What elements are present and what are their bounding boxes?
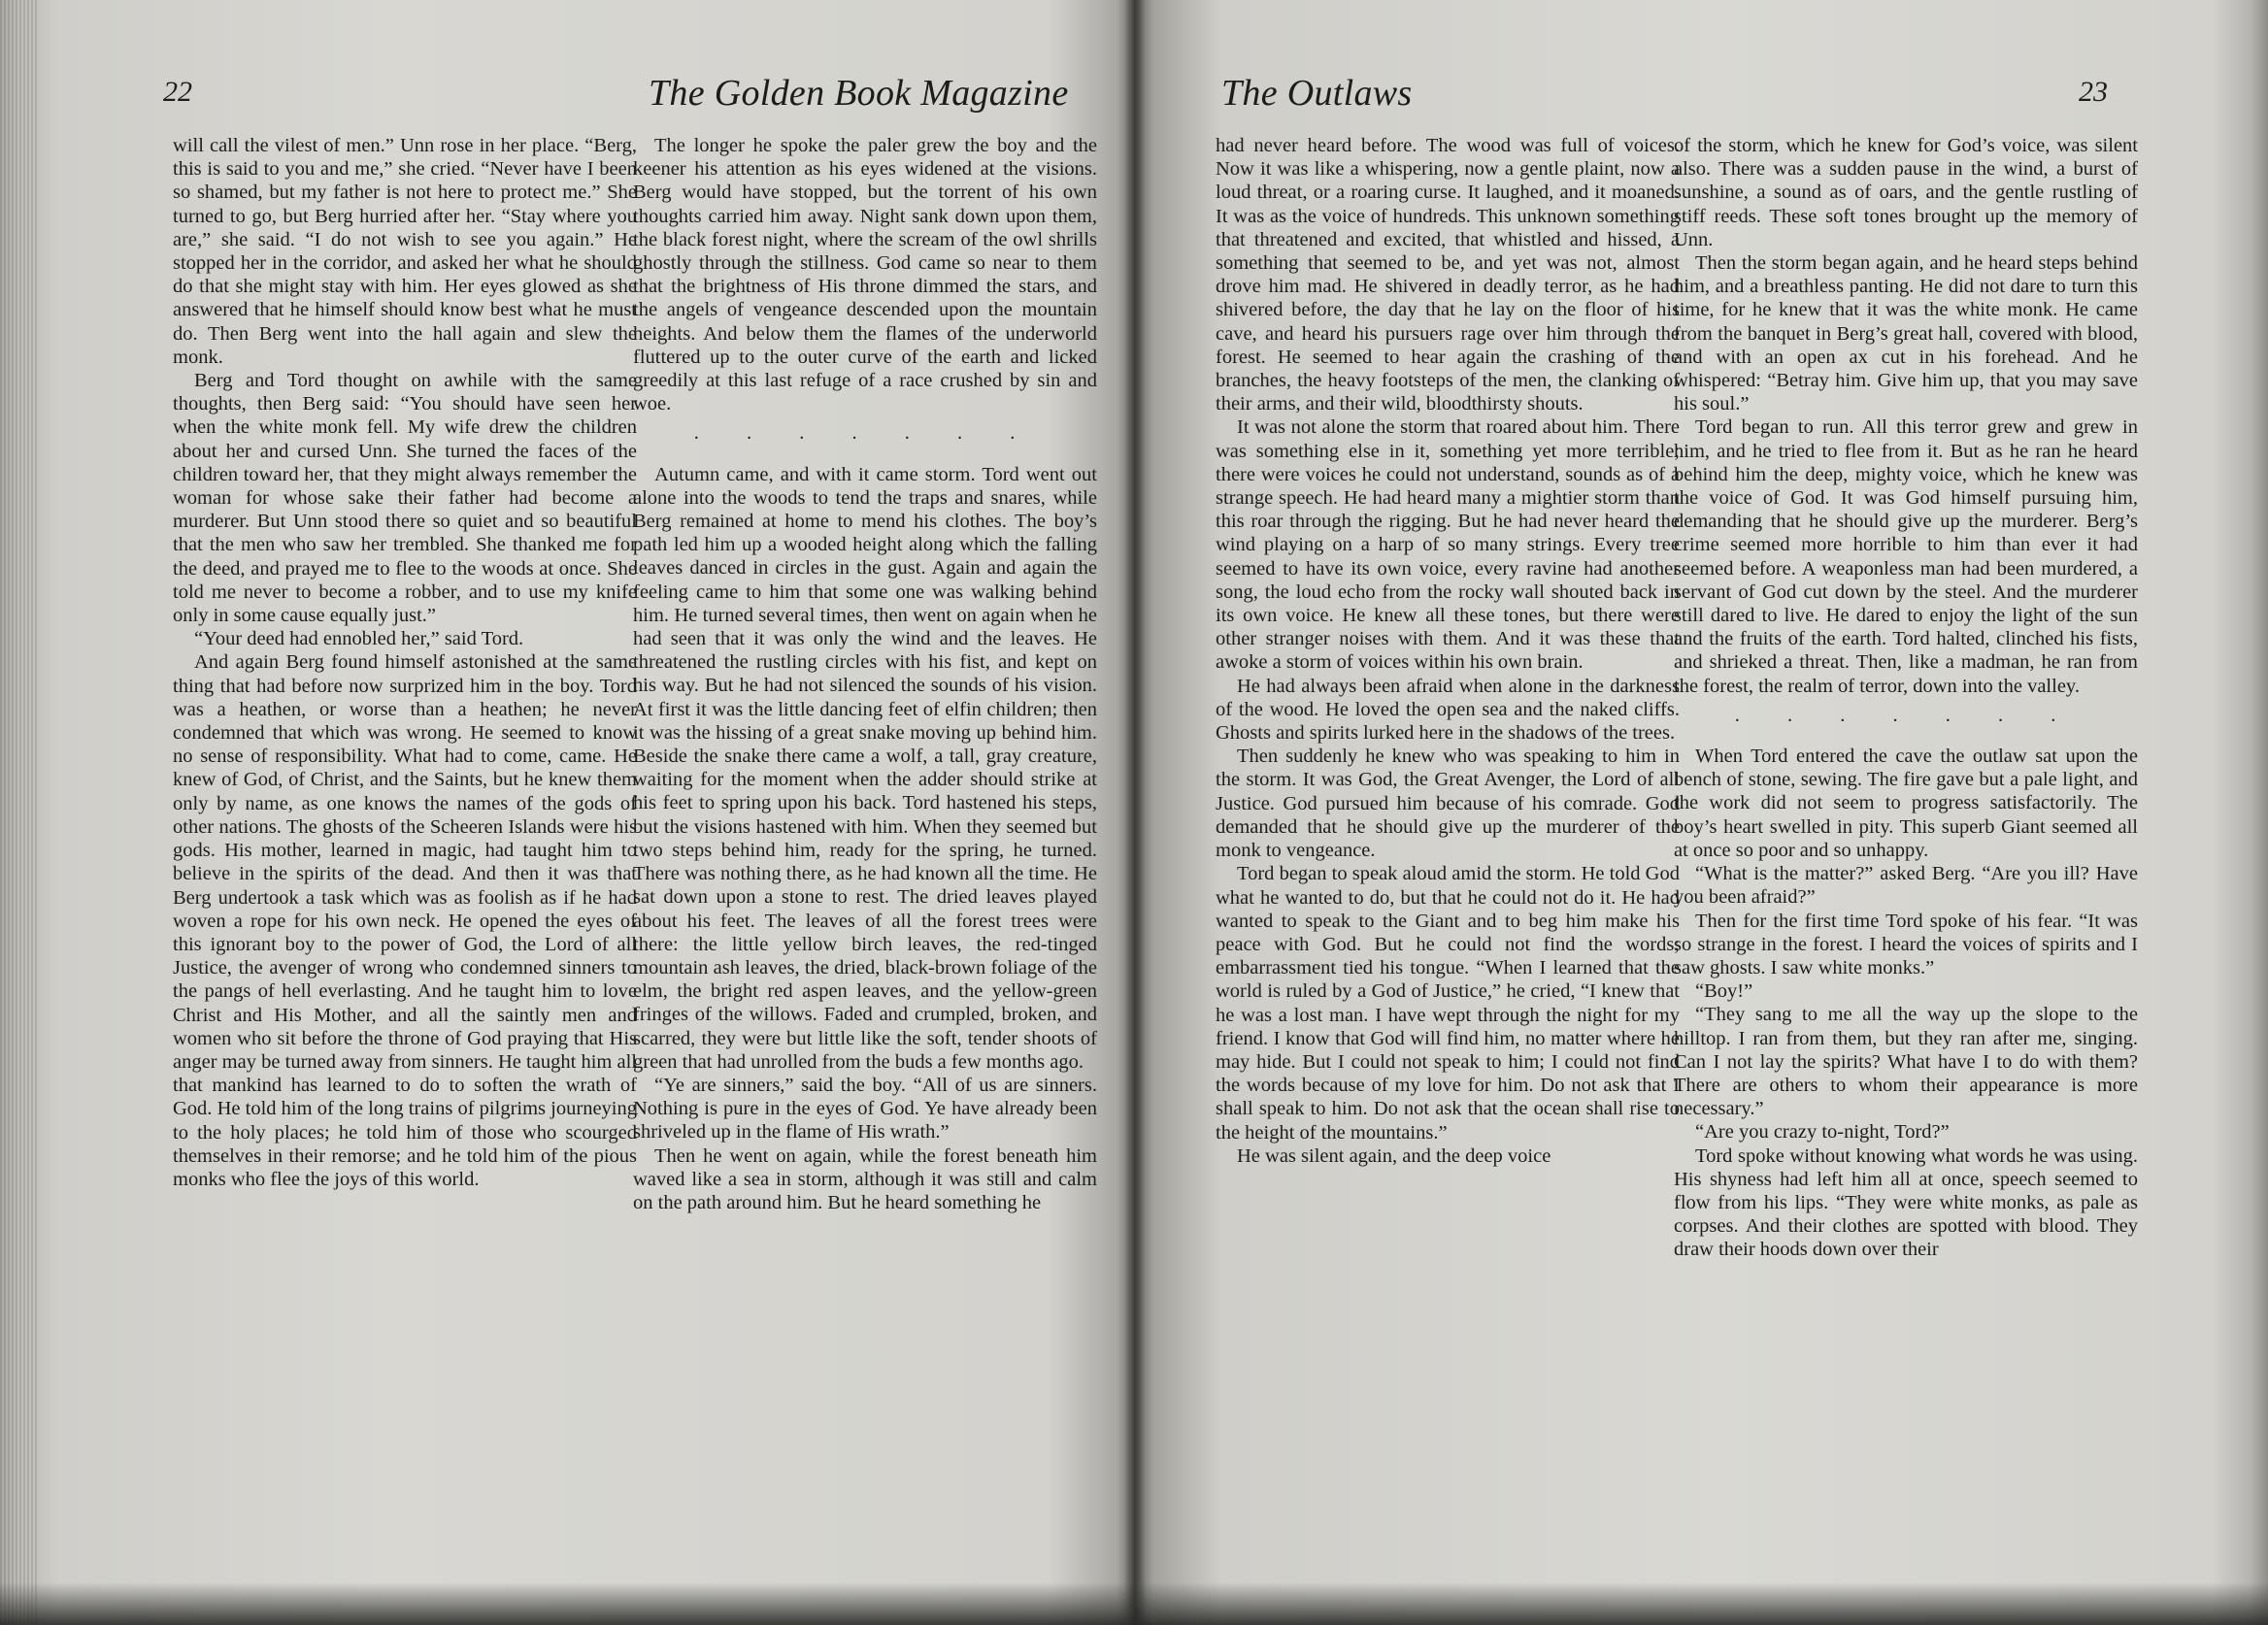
paragraph: “Your deed had ennobled her,” said Tord. bbox=[194, 628, 524, 650]
paragraph: The longer he spoke the paler grew the boy and the keener his attention as his eyes widened at the visions. Berg would have stopped, but the torrent of his own thoughts carried him away. Night sank down upon them, the black forest night, where the scream of the owl shrills ghostly through the stillness. God came so near to them that the brightness of His throne dimmed the stars, and the angels of vengeance descended upon the mountain heights. And below them the flames of the underworld fluttered up to the outer curve of the earth and licked greedily at this last refuge of a race crushed by sin and woe. bbox=[633, 135, 1097, 415]
paragraph: “What is the matter?” asked Berg. “Are you ill? Have you been afraid?” bbox=[1674, 863, 2138, 909]
paragraph: Berg and Tord thought on awhile with the same thoughts, then Berg said: “You should have seen her when the white monk fell. My wife drew the children about her and cursed Unn. She turned the faces of the children toward her, that they might always remember the woman for whose sake their father had become a murderer. But Unn stood there so quiet and so beautiful that the men who saw her trembled. She thanked me for the deed, and prayed me to flee to the woods at once. She told me never to become a robber, and to use my knife only in some cause equally just.” bbox=[173, 370, 637, 627]
running-head: The Golden Book Magazine bbox=[649, 73, 1069, 114]
paragraph: Then for the first time Tord spoke of his fear. “It was so strange in the forest. I heard the voices of spirits and I saw ghosts. I saw white monks.” bbox=[1674, 910, 2138, 978]
paragraph: He was silent again, and the deep voice bbox=[1237, 1144, 1551, 1167]
right-column-2 bbox=[1674, 134, 2138, 1262]
running-head: The Outlaws bbox=[1221, 73, 1413, 114]
paragraph: “Are you crazy to-night, Tord?” bbox=[1695, 1121, 1950, 1144]
section-separator: . . . . . . . bbox=[1734, 704, 2078, 726]
paragraph: “They sang to me all the way up the slope to the hilltop. I ran from them, but they ran after me, singing. Can I not lay the spirits? What have I to do with them? There are others to whom their appearance is more necessary.” bbox=[1674, 1004, 2138, 1120]
paragraph: Tord spoke without knowing what words he was using. His shyness had left him all at once, speech seemed to flow from his lips. “They were white monks, as pale as corpses. And their clothes are spotted with blood. They draw their hoods down over their bbox=[1674, 1144, 2138, 1261]
paragraph: Then the storm began again, and he heard steps behind him, and a breathless panting. He did not dare to turn this time, for he knew that it was the white monk. He came from the banquet in Berg’s great hall, covered with blood, and with an open ax cut in his forehead. And he whispered: “Betray him. Give him up, that you may save his soul.” bbox=[1674, 252, 2138, 415]
paragraph: Then suddenly he knew who was speaking to him in the storm. It was God, the Great Avenger, the Lord of all Justice. God pursued him because of his comrade. God demanded that he should give up the murderer of the monk to vengeance. bbox=[1216, 746, 1680, 862]
paragraph: of the storm, which he knew for God’s voice, was silent also. There was a sudden pause in the wind, a burst of sunshine, a sound as of oars, and the gentle rustling of stiff reeds. These soft tones brought up the memory of Unn. bbox=[1674, 135, 2138, 250]
paragraph: Tord began to speak aloud amid the storm. He told God what he wanted to do, but that he could not do it. He had wanted to speak to the Giant and to beg him make his peace with God. But he could not find the words; embarrassment tied his tongue. “When I learned that the world is ruled by a God of Justice,” he cried, “I knew that he was a lost man. I have wept through the night for my friend. I know that God will find him, no matter where he may hide. But I could not speak to him; I could not find the words because of my love for him. Do not ask that I shall speak to him. Do not ask that the ocean shall rise to the height of the mountains.” bbox=[1216, 863, 1680, 1144]
right-column-1 bbox=[1216, 134, 1680, 1168]
bottom-shadow bbox=[0, 1582, 2268, 1625]
left-column-1 bbox=[173, 134, 637, 1191]
book-gutter bbox=[1124, 0, 1146, 1625]
paragraph: It was not alone the storm that roared about him. There was something else in it, something yet more terrible; there were voices he could not understand, sounds as of a strange speech. He had heard many a mightier storm than this roar through the rigging. But he had never heard the wind playing on a harp of so many strings. Every tree seemed to have its own voice, every ravine had another song, the loud echo from the rocky wall shouted back in its own voice. He knew all these tones, but there were other stranger noises with them. And it was these that awoke a storm of voices within his own brain. bbox=[1216, 416, 1680, 674]
paragraph: “Ye are sinners,” said the boy. “All of us are sinners. Nothing is pure in the eyes of God. Ye have already been shriveled up in the flame of His wrath.” bbox=[633, 1074, 1097, 1144]
paragraph: had never heard before. The wood was full of voices. Now it was like a whispering, now a gentle plaint, now a loud threat, or a roaring curse. It laughed, and it moaned. It was as the voice of hundreds. This unknown something that threatened and excited, that whistled and hissed, a something that seemed to be, and yet was not, almost drove him mad. He shivered in deadly terror, as he had shivered before, the day that he lay on the floor of his cave, and heard his pursuers rage over him through the forest. He seemed to hear again the crashing of the branches, the heavy footsteps of the men, the clanking of their arms, and their wild, bloodthirsty shouts. bbox=[1216, 135, 1680, 415]
section-separator: . . . . . . . bbox=[693, 422, 1037, 445]
right-page bbox=[1134, 0, 2268, 1625]
page-edges bbox=[0, 0, 39, 1625]
paragraph: “Boy!” bbox=[1695, 980, 1753, 1003]
page-number: 23 bbox=[2079, 76, 2108, 108]
page-number: 22 bbox=[163, 76, 192, 108]
paragraph: He had always been afraid when alone in the darkness of the wood. He loved the open sea and the naked cliffs. Ghosts and spirits lurked here in the shadows of the trees. bbox=[1216, 675, 1680, 745]
paragraph: Autumn came, and with it came storm. Tord went out alone into the woods to tend the traps and snares, while Berg remained at home to mend his clothes. The boy’s path led him up a wooded height along which the falling leaves danced in circles in the gust. Again and again the feeling came to him that some one was walking behind him. He turned several times, then went on again when he had seen that it was only the wind and the leaves. He threatened the rustling circles with his fist, and kept on his way. But he had not silenced the sounds of his vision. At first it was the little dancing feet of elfin children; then it was the hissing of a great snake moving up behind him. Beside the snake there came a wolf, a tall, gray creature, waiting for the moment when the adder should strike at his feet to spring upon his back. Tord hastened his steps, but the visions hastened with him. When they seemed but two steps behind him, ready for the spring, he turned. There was nothing there, as he had known all the time. He sat down upon a stone to rest. The dried leaves played about his feet. The leaves of all the forest trees were there: the little yellow birch leaves, the red-tinged mountain ash leaves, the dried, black-brown foliage of the elm, the bright red aspen leaves, and the yellow-green fringes of the willows. Faded and crumpled, broken, and scarred, they were but little like the soft, tender shoots of green that had unrolled from the buds a few months ago. bbox=[633, 463, 1097, 1073]
left-column-2 bbox=[633, 134, 1097, 1214]
paragraph: will call the vilest of men.” Unn rose in her place. “Berg, this is said to you and me,” she cried. “Never have I been so shamed, but my father is not here to protect me.” She turned to go, but Berg hurried after her. “Stay where you are,” she said. “I do not wish to see you again.” He stopped her in the corridor, and asked her what he should do that she might stay with him. Her eyes glowed as she answered that he himself should know best what he must do. Then Berg went into the hall again and slew the monk. bbox=[173, 135, 637, 368]
paragraph: Then he went on again, while the forest beneath him waved like a sea in storm, although it was still and calm on the path around him. But he heard something he bbox=[633, 1144, 1097, 1213]
paragraph: And again Berg found himself astonished at the same thing that had before now surprized him in the boy. Tord was a heathen, or worse than a heathen; he never condemned that which was wrong. He seemed to know no sense of responsibility. What had to come, came. He knew of God, of Christ, and the Saints, but he knew them only by name, as one knows the names of the gods of other nations. The ghosts of the Scheeren Islands were his gods. His mother, learned in magic, had taught him to believe in the spirits of the dead. And then it was that Berg undertook a task which was as foolish as if he had woven a rope for his own neck. He opened the eyes of this ignorant boy to the power of God, the Lord of all Justice, the avenger of wrong who condemned sinners to the pangs of hell everlasting. And he taught him to love Christ and His Mother, and all the saintly men and women who sit before the throne of God praying that His anger may be turned away from sinners. He taught him all that mankind has learned to do to soften the wrath of God. He told him of the long trains of pilgrims journeying to the holy places; he told him of those who scourged themselves in their remorse; and he told him of the pious monks who flee the joys of this world. bbox=[173, 651, 637, 1190]
paragraph: When Tord entered the cave the outlaw sat upon the bench of stone, sewing. The fire gave but a pale light, and the work did not seem to progress satisfactorily. The boy’s heart swelled in pity. This superb Giant seemed all at once so poor and so unhappy. bbox=[1674, 746, 2138, 861]
paragraph: Tord began to run. All this terror grew and grew in him, and he tried to flee from it. But as he ran he heard behind him the deep, mighty voice, which he knew was the voice of God. It was God himself pursuing him, demanding that he should give up the murderer. Berg’s crime seemed more horrible to him than ever it had seemed before. A weaponless man had been murdered, a servant of God cut down by the steel. And the murderer still dared to live. He dared to enjoy the light of the sun and the fruits of the earth. Tord halted, clinched his fists, and shrieked a threat. Then, like a madman, he ran from the forest, the realm of terror, down into the valley. bbox=[1674, 416, 2138, 697]
